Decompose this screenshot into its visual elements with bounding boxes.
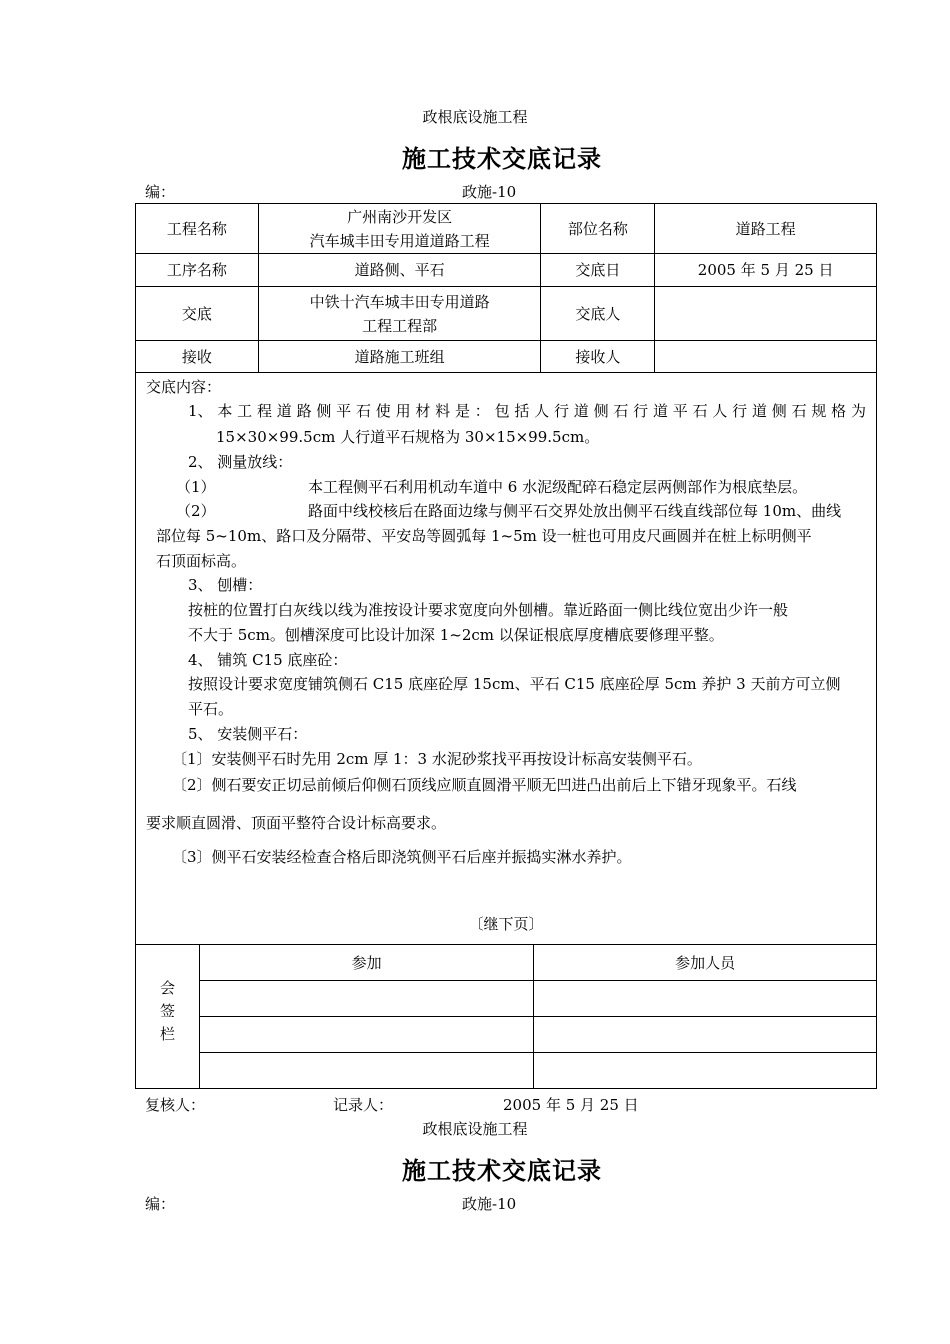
item3-line2: 不大于 5cm。刨槽深度可比设计加深 1~2cm 以保证根底厚度槽底要修理平整。	[188, 626, 724, 644]
info-table	[135, 203, 877, 373]
bian-label: 编：	[145, 183, 176, 201]
item4-line1: 按照设计要求宽度铺筑侧石 C15 底座砼厚 15cm、平石 C15 底座砼厚 5cm 养护 3 天前方可立侧	[188, 675, 841, 693]
sign-cell[interactable]	[534, 981, 877, 1017]
item2-sub1-text: 本工程侧平石利用机动车道中 6 水泥级配碎石稳定层两侧部作为根底垫层。	[308, 478, 808, 496]
part-value: 道路工程	[655, 204, 877, 254]
part-label: 部位名称	[541, 204, 655, 254]
sign-col2-header: 参加人员	[534, 945, 877, 981]
item5-sub2: 〔2〕侧石要安正切忌前倾后仰侧石顶线应顺直圆滑平顺无凹进凸出前后上下错牙现象平。石线	[172, 776, 797, 794]
receive-label: 接收	[136, 341, 259, 373]
item2-title: 2、 测量放线：	[188, 453, 293, 471]
item4-line2: 平石。	[188, 700, 234, 718]
footer-date: 2005 年 5 月 25 日	[503, 1096, 639, 1114]
page-subtitle: 政根底设施工程	[422, 108, 528, 126]
sign-table	[135, 944, 877, 1089]
recorder-label: 记录人：	[333, 1096, 394, 1114]
page-title: 施工技术交底记录	[402, 144, 602, 173]
item4-title: 4、 铺筑 C15 底座砼：	[188, 651, 348, 669]
project-name-value	[258, 204, 541, 254]
sign-label-cell	[136, 945, 200, 1089]
date-value: 2005 年 5 月 25 日	[655, 254, 877, 287]
item3-title: 3、 刨槽：	[188, 576, 263, 594]
item2-sub2-text: 路面中线校核后在路面边缘与侧平石交界处放出侧平石线直线部位每 10m、曲线	[308, 502, 842, 520]
item2-sub1-num: （1）	[176, 478, 216, 496]
item5-sub1: 〔1〕安装侧平石时先用 2cm 厚 1：3 水泥砂浆找平再按设计标高安装侧平石。	[172, 750, 702, 768]
item3-line1: 按桩的位置打白灰线以线为准按设计要求宽度向外刨槽。靠近路面一侧比线位宽出少许一般	[188, 601, 789, 619]
form-code: 政施-10	[462, 183, 517, 201]
project-name-label: 工程名称	[136, 204, 259, 254]
item2-sub2-num: （2）	[176, 502, 216, 520]
content-header: 交底内容：	[146, 378, 222, 396]
sign-col1-header: 参加	[200, 945, 534, 981]
sign-cell[interactable]	[534, 1017, 877, 1053]
handover-line1: 中铁十汽车城丰田专用道路	[309, 292, 490, 311]
item2-sub2-line2: 部位每 5~10m、路口及分隔带、平安岛等圆弧每 1~5m 设一桩也可用皮尺画圆并在桩上标明侧平	[156, 527, 812, 545]
project-name-line2: 汽车城丰田专用道道路工程	[309, 231, 490, 250]
sign-cell[interactable]	[534, 1053, 877, 1089]
item5-sub2-line2: 要求顺直圆滑、顶面平整符合设计标高要求。	[146, 814, 447, 832]
item5-sub3: 〔3〕侧平石安装经检查合格后即浇筑侧平石后座并振捣实淋水养护。	[172, 848, 632, 866]
item5-title: 5、 安装侧平石：	[188, 725, 308, 743]
page2-subtitle: 政根底设施工程	[422, 1120, 528, 1138]
sign-cell[interactable]	[200, 981, 534, 1017]
page2-bian-label: 编：	[145, 1195, 176, 1213]
date-label: 交底日	[541, 254, 655, 287]
sign-cell[interactable]	[200, 1017, 534, 1053]
item2-sub2-line3: 石顶面标高。	[156, 552, 247, 570]
project-name-line1: 广州南沙开发区	[347, 207, 453, 226]
receive-value: 道路施工班组	[258, 341, 541, 373]
handover-person-label: 交底人	[541, 287, 655, 341]
sign-label: 会签栏	[158, 980, 176, 1049]
sign-cell[interactable]	[200, 1053, 534, 1089]
page2-title: 施工技术交底记录	[402, 1156, 602, 1185]
continue-note: 〔继下页〕	[468, 915, 544, 933]
page2-form-code: 政施-10	[462, 1195, 517, 1213]
receiver-value[interactable]	[655, 341, 877, 373]
item1-line1: 1、 本 工 程 道 路 侧 平 石 使 用 材 料 是 ： 包 括 人 行 道 侧 石 行 道 平 石 人 行 道 侧 石 规 格 为	[188, 402, 866, 420]
content-box	[135, 372, 877, 944]
item1-line2: 15×30×99.5cm 人行道平石规格为 30×15×99.5cm。	[216, 428, 600, 446]
process-value: 道路侧、平石	[258, 254, 541, 287]
handover-line2: 工程工程部	[362, 316, 438, 335]
handover-value	[258, 287, 541, 341]
reviewer-label: 复核人：	[145, 1096, 206, 1114]
handover-person-value[interactable]	[655, 287, 877, 341]
receiver-label: 接收人	[541, 341, 655, 373]
process-label: 工序名称	[136, 254, 259, 287]
handover-label: 交底	[136, 287, 259, 341]
